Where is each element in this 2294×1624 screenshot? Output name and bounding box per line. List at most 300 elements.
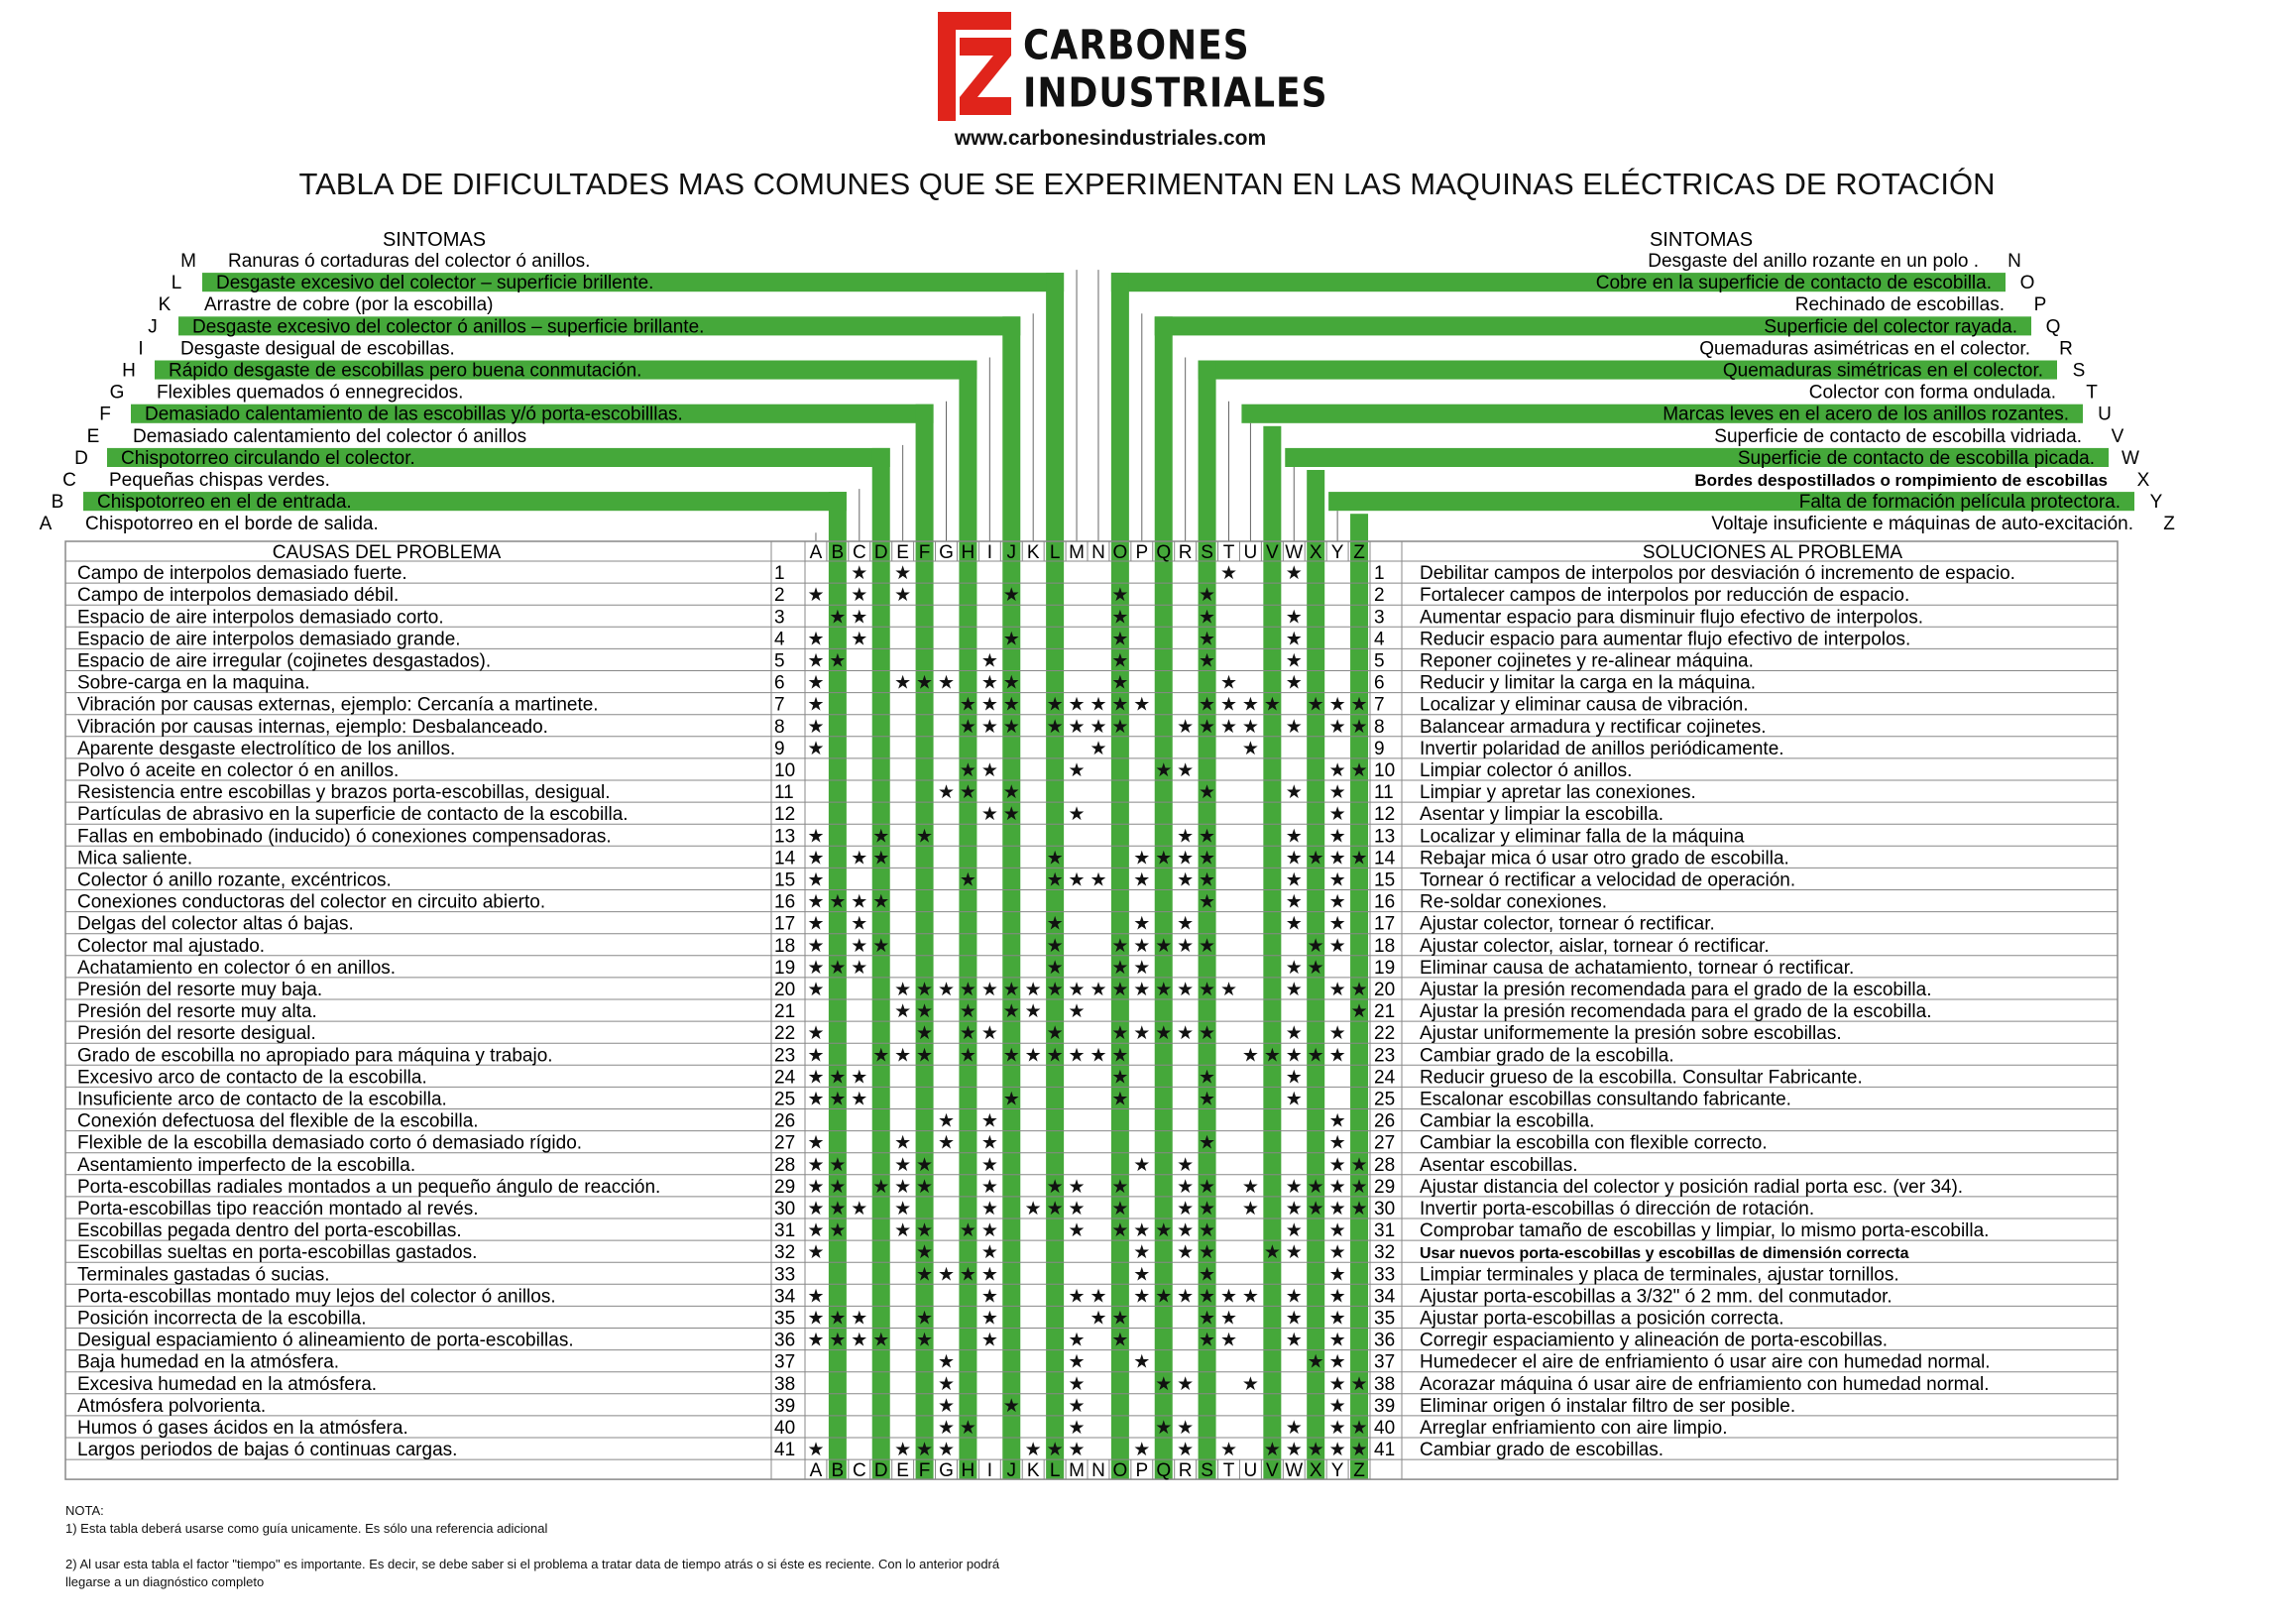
star-mark-F: ★ [916, 1440, 934, 1461]
star-mark-S: ★ [1199, 1220, 1216, 1242]
star-mark-F: ★ [916, 1045, 934, 1067]
cause-text: Achatamiento en colector ó en anillos. [77, 957, 397, 979]
star-mark-Q: ★ [1155, 848, 1173, 870]
solution-number: 16 [1374, 891, 1396, 913]
column-letter-bottom-Y: Y [1330, 1460, 1344, 1482]
cause-number: 10 [774, 760, 796, 781]
star-mark-Y: ★ [1328, 826, 1346, 848]
star-mark-A: ★ [807, 870, 825, 891]
solution-number: 20 [1374, 980, 1396, 1000]
star-mark-Y: ★ [1328, 870, 1346, 891]
star-mark-T: ★ [1219, 694, 1238, 716]
column-letter-top-I: I [986, 542, 992, 563]
star-mark-S: ★ [1199, 1023, 1216, 1045]
star-mark-O: ★ [1111, 694, 1129, 716]
column-letter-bottom-D: D [873, 1460, 888, 1482]
star-mark-G: ★ [937, 672, 956, 694]
solution-number: 5 [1374, 650, 1385, 672]
star-mark-P: ★ [1133, 913, 1151, 935]
symptom-letter-P: P [2033, 294, 2047, 316]
cause-number: 8 [774, 716, 785, 738]
solution-text: Cambiar la escobilla con flexible correcto. [1420, 1132, 1768, 1154]
star-mark-A: ★ [807, 1330, 825, 1351]
solution-text: Balancear armadura y rectificar cojinetes. [1420, 716, 1767, 738]
star-mark-B: ★ [829, 891, 847, 913]
symptom-letter-R: R [2059, 338, 2073, 360]
notes-heading: NOTA: [65, 1503, 104, 1518]
star-mark-M: ★ [1068, 870, 1086, 891]
star-mark-A: ★ [807, 1154, 825, 1176]
star-mark-W: ★ [1285, 1220, 1303, 1242]
star-mark-S: ★ [1199, 1286, 1216, 1308]
star-mark-W: ★ [1285, 1023, 1303, 1045]
star-mark-A: ★ [807, 716, 825, 738]
star-mark-W: ★ [1285, 1067, 1303, 1089]
star-mark-J: ★ [1002, 1089, 1020, 1110]
column-letter-top-R: R [1178, 542, 1193, 563]
star-mark-F: ★ [916, 1330, 934, 1351]
star-mark-A: ★ [807, 1286, 825, 1308]
star-mark-G: ★ [937, 1418, 956, 1439]
column-letter-top-Z: Z [1353, 542, 1365, 563]
star-mark-S: ★ [1199, 607, 1216, 629]
star-mark-W: ★ [1285, 607, 1303, 629]
star-mark-I: ★ [980, 716, 998, 738]
star-mark-Y: ★ [1328, 1330, 1346, 1351]
star-mark-S: ★ [1199, 848, 1216, 870]
star-mark-S: ★ [1199, 650, 1216, 672]
star-mark-I: ★ [980, 1176, 998, 1198]
star-mark-O: ★ [1111, 716, 1129, 738]
star-mark-Y: ★ [1328, 1264, 1346, 1286]
column-letter-top-W: W [1285, 542, 1304, 563]
solution-text: Reducir espacio para aumentar flujo efectivo de interpolos. [1420, 629, 1911, 650]
star-mark-S: ★ [1199, 980, 1216, 1000]
star-mark-X: ★ [1307, 935, 1324, 957]
star-mark-R: ★ [1177, 980, 1195, 1000]
star-mark-R: ★ [1177, 1023, 1195, 1045]
symptom-letter-M: M [180, 251, 196, 272]
star-mark-D: ★ [872, 1045, 890, 1067]
star-mark-U: ★ [1241, 738, 1259, 759]
star-mark-W: ★ [1285, 1199, 1303, 1219]
cause-text: Posición incorrecta de la escobilla. [77, 1308, 367, 1330]
star-mark-S: ★ [1199, 1330, 1216, 1351]
solution-text: Usar nuevos porta-escobillas y escobillas de dimensión correcta [1420, 1245, 1909, 1263]
star-mark-A: ★ [807, 848, 825, 870]
solution-text: Corregir espaciamiento y alineación de porta-escobillas. [1420, 1330, 1889, 1351]
star-mark-W: ★ [1285, 716, 1303, 738]
star-mark-A: ★ [807, 826, 825, 848]
star-mark-S: ★ [1199, 891, 1216, 913]
cause-number: 13 [774, 826, 796, 848]
star-mark-O: ★ [1111, 1176, 1129, 1198]
solution-text: Ajustar uniformemente la presión sobre escobillas. [1420, 1023, 1842, 1045]
solution-text: Eliminar origen ó instalar filtro de ser posible. [1420, 1395, 1796, 1417]
star-mark-H: ★ [959, 782, 976, 804]
cause-number: 11 [774, 782, 794, 804]
star-mark-X: ★ [1307, 694, 1324, 716]
column-letter-bottom-E: E [896, 1460, 909, 1482]
star-mark-E: ★ [894, 672, 912, 694]
star-mark-O: ★ [1111, 1199, 1129, 1219]
star-mark-C: ★ [851, 563, 868, 585]
symptom-text-S: Quemaduras simétricas en el colector. [1722, 360, 2043, 382]
star-mark-B: ★ [829, 1089, 847, 1110]
solution-number: 30 [1374, 1199, 1396, 1219]
cause-text: Vibración por causas internas, ejemplo: Desbalanceado. [77, 716, 548, 738]
green-column-O [1111, 273, 1129, 1482]
star-mark-R: ★ [1177, 935, 1195, 957]
solution-number: 4 [1374, 629, 1385, 650]
solution-text: Ajustar la presión recomendada para el grado de la escobilla. [1420, 980, 1932, 1000]
solution-text: Escalonar escobillas consultando fabricante. [1420, 1089, 1791, 1110]
sintomas-right-label: SINTOMAS [1649, 229, 1754, 251]
cause-number: 5 [774, 650, 785, 672]
star-mark-W: ★ [1285, 891, 1303, 913]
star-mark-H: ★ [959, 1001, 976, 1023]
star-mark-I: ★ [980, 1242, 998, 1264]
star-mark-G: ★ [937, 1373, 956, 1395]
star-mark-Y: ★ [1328, 1418, 1346, 1439]
solution-text: Cambiar grado de escobillas. [1420, 1440, 1664, 1461]
star-mark-L: ★ [1046, 1199, 1064, 1219]
column-letter-top-B: B [831, 542, 845, 563]
solution-text: Localizar y eliminar falla de la máquina [1420, 826, 1745, 848]
star-mark-G: ★ [937, 1264, 956, 1286]
star-mark-I: ★ [980, 1264, 998, 1286]
note-2a: 2) Al usar esta tabla el factor "tiempo" es importante. Es decir, se debe saber si el problema a tratar data de tiempo atrás o si éste es reciente. Con lo anterior podrá [65, 1557, 1000, 1571]
column-letter-top-Q: Q [1156, 542, 1172, 563]
star-mark-I: ★ [980, 1110, 998, 1132]
star-mark-R: ★ [1177, 1373, 1195, 1395]
star-mark-O: ★ [1111, 650, 1129, 672]
solution-number: 14 [1374, 848, 1396, 870]
star-mark-Z: ★ [1350, 716, 1368, 738]
star-mark-Z: ★ [1350, 1154, 1368, 1176]
star-mark-Y: ★ [1328, 1308, 1346, 1330]
star-mark-L: ★ [1046, 1023, 1064, 1045]
solution-number: 9 [1374, 738, 1385, 759]
cause-text: Vibración por causas externas, ejemplo: Cercanía a martinete. [77, 694, 599, 716]
solution-number: 35 [1374, 1308, 1396, 1330]
star-mark-E: ★ [894, 585, 912, 607]
column-letter-top-P: P [1135, 542, 1149, 563]
star-mark-C: ★ [851, 1067, 868, 1089]
star-mark-O: ★ [1111, 957, 1129, 979]
star-mark-S: ★ [1199, 585, 1216, 607]
column-letter-bottom-C: C [852, 1460, 866, 1482]
green-column-J [1002, 316, 1020, 1482]
star-mark-L: ★ [1046, 870, 1064, 891]
star-mark-G: ★ [937, 1110, 956, 1132]
star-mark-Y: ★ [1328, 716, 1346, 738]
star-mark-A: ★ [807, 1023, 825, 1045]
star-mark-S: ★ [1199, 1132, 1216, 1154]
column-letter-bottom-B: B [831, 1460, 845, 1482]
star-mark-Y: ★ [1328, 1373, 1346, 1395]
star-mark-A: ★ [807, 891, 825, 913]
star-mark-U: ★ [1241, 1286, 1259, 1308]
star-mark-X: ★ [1307, 1176, 1324, 1198]
solution-number: 40 [1374, 1418, 1396, 1439]
star-mark-O: ★ [1111, 1045, 1129, 1067]
cause-text: Flexible de la escobilla demasiado corto ó demasiado rígido. [77, 1132, 583, 1154]
star-mark-G: ★ [937, 1351, 956, 1373]
column-letter-bottom-Q: Q [1156, 1460, 1172, 1482]
cause-number: 4 [774, 629, 785, 650]
star-mark-K: ★ [1024, 1045, 1042, 1067]
cause-text: Escobillas sueltas en porta-escobillas gastados. [77, 1242, 478, 1264]
symptom-text-Z: Voltaje insuficiente e máquinas de auto-excitación. [1711, 514, 2133, 535]
star-mark-M: ★ [1068, 804, 1086, 826]
symptom-text-Q: Superficie del colector rayada. [1764, 316, 2017, 338]
star-mark-E: ★ [894, 1001, 912, 1023]
star-mark-L: ★ [1046, 716, 1064, 738]
star-mark-O: ★ [1111, 1023, 1129, 1045]
brand-name-line1: CARBONES [1023, 22, 1250, 70]
solution-text: Ajustar colector, tornear ó rectificar. [1420, 913, 1715, 935]
star-mark-I: ★ [980, 650, 998, 672]
symptom-text-T: Colector con forma ondulada. [1808, 382, 2056, 404]
star-mark-W: ★ [1285, 913, 1303, 935]
star-mark-Z: ★ [1350, 1440, 1368, 1461]
column-letter-bottom-G: G [939, 1460, 954, 1482]
star-mark-W: ★ [1285, 1176, 1303, 1198]
symptom-letter-G: G [109, 382, 125, 404]
column-letter-bottom-V: V [1266, 1460, 1279, 1482]
star-mark-F: ★ [916, 1023, 934, 1045]
star-mark-Y: ★ [1328, 913, 1346, 935]
cause-number: 23 [774, 1045, 796, 1067]
column-letter-bottom-I: I [986, 1460, 992, 1482]
solution-text: Rebajar mica ó usar otro grado de escobilla. [1420, 848, 1789, 870]
column-letter-top-M: M [1069, 542, 1085, 563]
star-mark-M: ★ [1068, 1395, 1086, 1417]
star-mark-A: ★ [807, 1242, 825, 1264]
cause-text: Grado de escobilla no apropiado para máquina y trabajo. [77, 1045, 553, 1067]
star-mark-O: ★ [1111, 935, 1129, 957]
star-mark-H: ★ [959, 1220, 976, 1242]
star-mark-E: ★ [894, 563, 912, 585]
cause-text: Largos periodos de bajas ó continuas cargas. [77, 1440, 458, 1461]
solution-number: 38 [1374, 1373, 1396, 1395]
solution-text: Fortalecer campos de interpolos por reducción de espacio. [1420, 585, 1910, 607]
cause-text: Delgas del colector altas ó bajas. [77, 913, 354, 935]
column-letter-top-U: U [1243, 542, 1258, 563]
cause-number: 37 [774, 1351, 796, 1373]
star-mark-M: ★ [1068, 694, 1086, 716]
star-mark-R: ★ [1177, 870, 1195, 891]
star-mark-F: ★ [916, 1154, 934, 1176]
cause-text: Espacio de aire interpolos demasiado grande. [77, 629, 461, 650]
solution-number: 28 [1374, 1154, 1396, 1176]
star-mark-C: ★ [851, 629, 868, 650]
cause-text: Sobre-carga en la maquina. [77, 672, 310, 694]
brand-name-line2: INDUSTRIALES [1023, 69, 1328, 117]
star-mark-L: ★ [1046, 913, 1064, 935]
symptom-text-A: Chispotorreo en el borde de salida. [85, 514, 379, 535]
star-mark-C: ★ [851, 585, 868, 607]
solution-text: Asentar escobillas. [1420, 1154, 1578, 1176]
solution-number: 8 [1374, 716, 1385, 738]
star-mark-A: ★ [807, 1440, 825, 1461]
solution-number: 27 [1374, 1132, 1396, 1154]
solution-text: Debilitar campos de interpolos por desviación ó incremento de espacio. [1420, 563, 2015, 585]
cause-number: 24 [774, 1067, 796, 1089]
solution-number: 15 [1374, 870, 1396, 891]
star-mark-T: ★ [1219, 672, 1238, 694]
solution-number: 12 [1374, 804, 1396, 826]
column-letter-top-K: K [1026, 542, 1040, 563]
star-mark-O: ★ [1111, 672, 1129, 694]
star-mark-P: ★ [1133, 694, 1151, 716]
star-mark-O: ★ [1111, 607, 1129, 629]
green-column-D [872, 448, 890, 1482]
star-mark-K: ★ [1024, 1199, 1042, 1219]
star-mark-M: ★ [1068, 1001, 1086, 1023]
star-mark-N: ★ [1090, 870, 1107, 891]
sintomas-left-label: SINTOMAS [382, 229, 487, 251]
star-mark-P: ★ [1133, 980, 1151, 1000]
star-mark-R: ★ [1177, 826, 1195, 848]
star-mark-I: ★ [980, 694, 998, 716]
star-mark-U: ★ [1241, 694, 1259, 716]
star-mark-Y: ★ [1328, 848, 1346, 870]
star-mark-Y: ★ [1328, 760, 1346, 781]
star-mark-G: ★ [937, 1395, 956, 1417]
column-letter-bottom-S: S [1201, 1460, 1213, 1482]
symptom-text-H: Rápido desgaste de escobillas pero buena conmutación. [169, 360, 642, 382]
star-mark-X: ★ [1307, 1440, 1324, 1461]
solution-text: Ajustar distancia del colector y posición radial porta esc. (ver 34). [1420, 1176, 1964, 1198]
cause-number: 2 [774, 585, 785, 607]
star-mark-Y: ★ [1328, 1351, 1346, 1373]
star-mark-B: ★ [829, 1220, 847, 1242]
cause-text: Insuficiente arco de contacto de la escobilla. [77, 1089, 447, 1110]
star-mark-P: ★ [1133, 1440, 1151, 1461]
star-mark-E: ★ [894, 1045, 912, 1067]
cause-text: Porta-escobillas montado muy lejos del colector ó anillos. [77, 1286, 556, 1308]
column-letter-bottom-W: W [1285, 1460, 1304, 1482]
cause-number: 19 [774, 957, 796, 979]
star-mark-A: ★ [807, 1176, 825, 1198]
cause-text: Colector mal ajustado. [77, 935, 266, 957]
solution-text: Aumentar espacio para disminuir flujo efectivo de interpolos. [1420, 607, 1923, 629]
star-mark-V: ★ [1263, 1045, 1281, 1067]
cause-text: Desigual espaciamiento ó alineamiento de porta-escobillas. [77, 1330, 574, 1351]
star-mark-I: ★ [980, 1023, 998, 1045]
star-mark-Q: ★ [1155, 1220, 1173, 1242]
star-mark-Q: ★ [1155, 760, 1173, 781]
star-mark-C: ★ [851, 957, 868, 979]
solution-number: 37 [1374, 1351, 1396, 1373]
solution-text: Limpiar terminales y placa de terminales, ajustar tornillos. [1420, 1264, 1899, 1286]
star-mark-C: ★ [851, 913, 868, 935]
star-mark-R: ★ [1177, 1176, 1195, 1198]
star-mark-N: ★ [1090, 738, 1107, 759]
symptom-text-K: Arrastre de cobre (por la escobilla) [204, 294, 494, 316]
star-mark-Y: ★ [1328, 1440, 1346, 1461]
column-letter-top-G: G [939, 542, 954, 563]
column-letter-top-V: V [1266, 542, 1279, 563]
cause-number: 6 [774, 672, 785, 694]
star-mark-S: ★ [1199, 935, 1216, 957]
cause-number: 28 [774, 1154, 796, 1176]
star-mark-C: ★ [851, 1089, 868, 1110]
star-mark-M: ★ [1068, 1373, 1086, 1395]
star-mark-Z: ★ [1350, 848, 1368, 870]
cause-number: 36 [774, 1330, 796, 1351]
star-mark-X: ★ [1307, 848, 1324, 870]
star-mark-Y: ★ [1328, 935, 1346, 957]
star-mark-S: ★ [1199, 1067, 1216, 1089]
cause-number: 1 [774, 563, 785, 585]
website-url[interactable]: www.carbonesindustriales.com [954, 127, 1267, 150]
star-mark-J: ★ [1002, 782, 1020, 804]
symptom-text-F: Demasiado calentamiento de las escobillas y/ó porta-escobilllas. [145, 404, 683, 425]
star-mark-I: ★ [980, 672, 998, 694]
star-mark-R: ★ [1177, 1154, 1195, 1176]
star-mark-L: ★ [1046, 694, 1064, 716]
solution-text: Reponer cojinetes y re-alinear máquina. [1420, 650, 1754, 672]
cause-number: 12 [774, 804, 796, 826]
star-mark-K: ★ [1024, 1001, 1042, 1023]
star-mark-P: ★ [1133, 1351, 1151, 1373]
cause-number: 32 [774, 1242, 796, 1264]
star-mark-A: ★ [807, 1199, 825, 1219]
symptom-text-W: Superficie de contacto de escobilla picada. [1737, 447, 2095, 469]
note-2b: llegarse a un diagnóstico completo [65, 1574, 265, 1589]
solution-text: Ajustar porta-escobillas a posición correcta. [1420, 1308, 1784, 1330]
star-mark-F: ★ [916, 1001, 934, 1023]
solution-number: 24 [1374, 1067, 1396, 1089]
solution-number: 25 [1374, 1089, 1396, 1110]
star-mark-O: ★ [1111, 585, 1129, 607]
column-letter-top-F: F [918, 542, 931, 563]
star-mark-K: ★ [1024, 1440, 1042, 1461]
star-mark-M: ★ [1068, 1351, 1086, 1373]
star-mark-F: ★ [916, 826, 934, 848]
star-mark-A: ★ [807, 672, 825, 694]
star-mark-S: ★ [1199, 870, 1216, 891]
symptom-text-E: Demasiado calentamiento del colector ó anillos [133, 425, 527, 447]
solutions-header: SOLUCIONES AL PROBLEMA [1642, 542, 1903, 563]
column-letter-top-N: N [1091, 542, 1105, 563]
star-mark-M: ★ [1068, 1286, 1086, 1308]
star-mark-G: ★ [937, 1132, 956, 1154]
star-mark-O: ★ [1111, 1067, 1129, 1089]
star-mark-P: ★ [1133, 848, 1151, 870]
symptom-letter-O: O [2019, 273, 2035, 294]
symptom-text-B: Chispotorreo en el de entrada. [97, 492, 352, 514]
star-mark-Z: ★ [1350, 1418, 1368, 1439]
star-mark-H: ★ [959, 870, 976, 891]
star-mark-Y: ★ [1328, 1132, 1346, 1154]
star-mark-S: ★ [1199, 782, 1216, 804]
star-mark-D: ★ [872, 891, 890, 913]
cause-text: Resistencia entre escobillas y brazos porta-escobillas, desigual. [77, 782, 611, 804]
star-mark-S: ★ [1199, 694, 1216, 716]
column-letter-bottom-M: M [1069, 1460, 1085, 1482]
star-mark-B: ★ [829, 1154, 847, 1176]
solution-number: 22 [1374, 1023, 1396, 1045]
star-mark-Y: ★ [1328, 1110, 1346, 1132]
star-mark-X: ★ [1307, 957, 1324, 979]
solution-text: Re-soldar conexiones. [1420, 891, 1608, 913]
star-mark-Q: ★ [1155, 1023, 1173, 1045]
star-mark-L: ★ [1046, 848, 1064, 870]
